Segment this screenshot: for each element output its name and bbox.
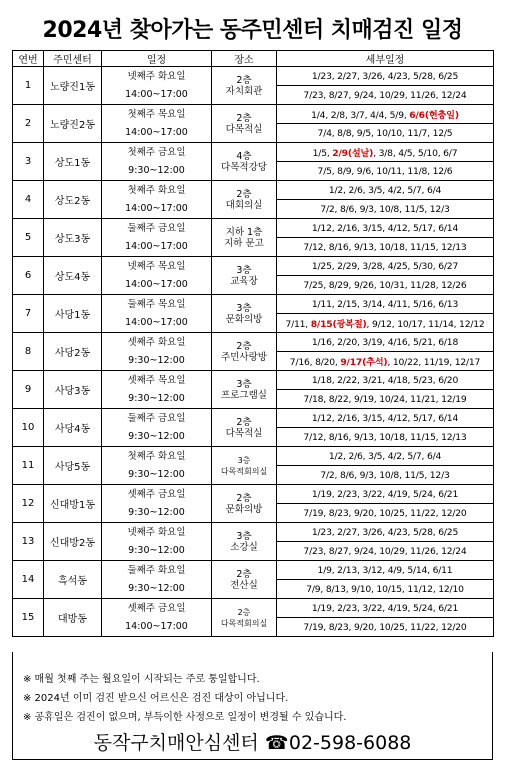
date-text: 1/5, xyxy=(312,148,333,159)
center-name: 노량진1동 xyxy=(44,67,102,105)
date-text: 7/23, 8/27, 9/24, 10/29, 11/26, 12/24 xyxy=(303,545,467,557)
dates-second-half xyxy=(277,86,494,105)
dates-second-half xyxy=(277,390,494,409)
row-number: 14 xyxy=(13,561,44,599)
date-text: 1/11, 2/15, 3/14, 4/11, 5/16, 6/13 xyxy=(311,298,459,310)
center-name: 흑석동 xyxy=(44,561,102,599)
date-text: 1/12, 2/16, 3/15, 4/12, 5/17, 6/14 xyxy=(311,222,459,234)
holiday-date: 9/17(추석) xyxy=(340,357,388,368)
center-name: 상도4동 xyxy=(44,257,102,295)
schedule-cell xyxy=(102,105,212,143)
footer-phone: 02-598-6088 xyxy=(288,732,412,754)
dates-first-half xyxy=(277,447,494,466)
dates-second-half xyxy=(277,466,494,485)
table-row xyxy=(13,257,494,276)
date-text: 1/18, 2/22, 3/21, 4/18, 5/23, 6/20 xyxy=(311,374,459,386)
dates-second-half xyxy=(277,238,494,257)
dates-first-half xyxy=(277,485,494,504)
schedule-day: 둘째주 화요일 xyxy=(127,564,186,576)
schedule-cell xyxy=(102,257,212,295)
schedule-cell xyxy=(102,143,212,181)
date-text: 7/23, 8/27, 9/24, 10/29, 11/26, 12/24 xyxy=(303,89,467,101)
schedule-day: 셋째주 금요일 xyxy=(127,602,186,614)
place-floor: 2층 xyxy=(236,492,252,504)
schedule-day: 둘째주 목요일 xyxy=(127,298,186,310)
place-cell xyxy=(212,257,277,295)
table-row xyxy=(13,105,494,124)
center-name: 사당1동 xyxy=(44,295,102,333)
row-number: 7 xyxy=(13,295,44,333)
dates-second-half xyxy=(277,314,494,333)
schedule-time: 9:30~12:00 xyxy=(128,506,185,518)
schedule-time: 9:30~12:00 xyxy=(128,164,185,176)
center-name: 신대방2동 xyxy=(44,523,102,561)
place-floor: 2층 xyxy=(236,112,252,124)
place-floor: 2층 xyxy=(236,568,252,580)
date-text: 7/12, 8/16, 9/13, 10/18, 11/15, 12/13 xyxy=(303,241,467,253)
place-room: 주민사랑방 xyxy=(221,351,267,363)
table-row xyxy=(13,67,494,86)
holiday-date: 6/6(현충일) xyxy=(409,110,459,121)
schedule-cell xyxy=(102,561,212,599)
dates-first-half xyxy=(277,409,494,428)
row-number: 4 xyxy=(13,181,44,219)
place-room: 다목적실 xyxy=(225,427,263,439)
date-text: 7/5, 8/9, 9/6, 10/11, 11/8, 12/6 xyxy=(317,165,453,177)
center-name: 대방동 xyxy=(44,599,102,637)
place-room: 대회의실 xyxy=(225,199,263,211)
date-text: 1/25, 2/29, 3/28, 4/25, 5/30, 6/27 xyxy=(311,260,459,272)
row-number: 12 xyxy=(13,485,44,523)
dates-first-half xyxy=(277,257,494,276)
schedule-day: 첫째주 화요일 xyxy=(127,450,186,462)
schedule-cell xyxy=(102,371,212,409)
place-cell xyxy=(212,295,277,333)
date-text: 1/12, 2/16, 3/15, 4/12, 5/17, 6/14 xyxy=(311,412,459,424)
place-room: 문화의방 xyxy=(225,503,263,515)
schedule-time: 14:00~17:00 xyxy=(125,316,188,328)
dates-first-half xyxy=(277,333,494,352)
table-row xyxy=(13,295,494,314)
header-num: 연번 xyxy=(13,51,44,67)
table-row xyxy=(13,447,494,466)
table-row xyxy=(13,561,494,580)
center-name: 노량진2동 xyxy=(44,105,102,143)
schedule-cell xyxy=(102,409,212,447)
date-text: 7/19, 8/23, 9/20, 10/25, 11/22, 12/20 xyxy=(303,621,467,633)
table-header-row xyxy=(13,51,494,67)
schedule-cell xyxy=(102,181,212,219)
dates-second-half xyxy=(277,542,494,561)
schedule-cell xyxy=(102,447,212,485)
schedule-day: 둘째주 금요일 xyxy=(127,222,186,234)
date-text: , 9/12, 10/17, 11/14, 12/12 xyxy=(366,319,485,330)
table-row xyxy=(13,485,494,504)
table-body xyxy=(13,67,494,637)
row-number: 3 xyxy=(13,143,44,181)
header-schedule: 일정 xyxy=(102,51,212,67)
schedule-cell xyxy=(102,295,212,333)
dates-first-half xyxy=(277,599,494,618)
place-room: 지하 문고 xyxy=(224,237,264,249)
date-text: 7/12, 8/16, 9/13, 10/18, 11/15, 12/13 xyxy=(303,431,467,443)
center-name: 사당4동 xyxy=(44,409,102,447)
dates-first-half xyxy=(277,143,494,162)
schedule-time: 14:00~17:00 xyxy=(125,240,188,252)
place-floor: 2층 xyxy=(236,416,252,428)
place-room: 다목적회의실 xyxy=(220,466,268,476)
date-text: 7/9, 8/13, 9/10, 10/15, 11/12, 12/10 xyxy=(306,583,464,595)
header-details: 세부일정 xyxy=(277,51,494,67)
row-number: 9 xyxy=(13,371,44,409)
place-floor: 3층 xyxy=(236,378,252,390)
place-room: 교육장 xyxy=(230,275,258,287)
schedule-cell xyxy=(102,523,212,561)
schedule-day: 셋째주 금요일 xyxy=(127,488,186,500)
schedule-day: 첫째주 화요일 xyxy=(127,184,186,196)
dates-first-half xyxy=(277,181,494,200)
schedule-time: 9:30~12:00 xyxy=(128,430,185,442)
table-row xyxy=(13,371,494,390)
place-cell xyxy=(212,67,277,105)
schedule-time: 14:00~17:00 xyxy=(125,202,188,214)
row-number: 11 xyxy=(13,447,44,485)
place-floor: 3층 xyxy=(236,530,252,542)
note-2: ※ 2024년 이미 검진 받으신 어르신은 검진 대상이 아닙니다. xyxy=(23,693,289,704)
date-text: 1/2, 2/6, 3/5, 4/2, 5/7, 6/4 xyxy=(328,450,442,462)
place-cell xyxy=(212,371,277,409)
dates-second-half xyxy=(277,428,494,447)
date-text: 1/2, 2/6, 3/5, 4/2, 5/7, 6/4 xyxy=(328,184,442,196)
place-room: 다목적회의실 xyxy=(220,618,268,628)
schedule-cell xyxy=(102,599,212,637)
center-name: 상도3동 xyxy=(44,219,102,257)
schedule-time: 9:30~12:00 xyxy=(128,354,185,366)
schedule-time: 14:00~17:00 xyxy=(125,620,188,632)
dates-second-half xyxy=(277,352,494,371)
date-text: 1/16, 2/20, 3/19, 4/16, 5/21, 6/18 xyxy=(311,336,459,348)
center-name: 사당3동 xyxy=(44,371,102,409)
schedule-day: 넷째주 화요일 xyxy=(127,70,186,82)
schedule-day: 셋째주 화요일 xyxy=(127,336,186,348)
place-floor: 2층 xyxy=(236,188,252,200)
place-cell xyxy=(212,105,277,143)
dates-second-half xyxy=(277,124,494,143)
place-cell xyxy=(212,523,277,561)
dates-first-half xyxy=(277,371,494,390)
place-cell xyxy=(212,561,277,599)
row-number: 15 xyxy=(13,599,44,637)
place-floor: 4층 xyxy=(236,150,252,162)
place-room: 자치회관 xyxy=(225,85,263,97)
date-text: , 3/8, 4/5, 5/10, 6/7 xyxy=(373,148,458,159)
dates-first-half xyxy=(277,219,494,238)
schedule-cell xyxy=(102,485,212,523)
dates-second-half xyxy=(277,504,494,523)
footer-contact xyxy=(0,728,505,755)
date-text: 1/23, 2/27, 3/26, 4/23, 5/28, 6/25 xyxy=(311,526,459,538)
dates-second-half xyxy=(277,618,494,637)
date-text: 7/2, 8/6, 9/3, 10/8, 11/5, 12/3 xyxy=(320,469,450,481)
row-number: 2 xyxy=(13,105,44,143)
dates-second-half xyxy=(277,276,494,295)
place-cell xyxy=(212,143,277,181)
center-name: 신대방1동 xyxy=(44,485,102,523)
row-number: 6 xyxy=(13,257,44,295)
place-room: 다목적강당 xyxy=(221,161,267,173)
dates-second-half xyxy=(277,580,494,599)
date-text: 1/19, 2/23, 3/22, 4/19, 5/24, 6/21 xyxy=(311,488,459,500)
schedule-day: 넷째주 목요일 xyxy=(127,260,186,272)
schedule-table xyxy=(12,50,494,637)
row-number: 8 xyxy=(13,333,44,371)
dates-first-half xyxy=(277,67,494,86)
schedule-day: 셋째주 목요일 xyxy=(127,374,186,386)
date-text: , 10/22, 11/19, 12/17 xyxy=(387,357,481,368)
note-1: ※ 매월 첫째 주는 월요일이 시작되는 주로 통일합니다. xyxy=(23,674,260,685)
dates-second-half xyxy=(277,200,494,219)
date-text: 1/19, 2/23, 3/22, 4/19, 5/24, 6/21 xyxy=(311,602,459,614)
date-text: 7/4, 8/8, 9/5, 10/10, 11/7, 12/5 xyxy=(317,127,453,139)
schedule-time: 14:00~17:00 xyxy=(125,88,188,100)
row-number: 5 xyxy=(13,219,44,257)
footer-org: 동작구치매안심센터 xyxy=(93,732,259,754)
place-room: 문화의방 xyxy=(225,313,263,325)
table-row xyxy=(13,409,494,428)
place-cell xyxy=(212,219,277,257)
table-row xyxy=(13,181,494,200)
place-room: 다목적실 xyxy=(225,123,263,135)
place-cell xyxy=(212,409,277,447)
center-name: 사당5동 xyxy=(44,447,102,485)
place-room: 프로그램실 xyxy=(221,389,267,401)
note-3: ※ 공휴일은 검진이 없으며, 부득이한 사정으로 일정이 변경될 수 있습니다. xyxy=(23,712,347,723)
dates-first-half xyxy=(277,295,494,314)
place-floor: 3층 xyxy=(236,302,252,314)
place-room: 소강실 xyxy=(230,541,258,553)
dates-first-half xyxy=(277,105,494,124)
place-floor: 3층 xyxy=(236,264,252,276)
place-room: 전산실 xyxy=(230,579,258,591)
row-number: 10 xyxy=(13,409,44,447)
schedule-cell xyxy=(102,219,212,257)
dates-first-half xyxy=(277,561,494,580)
schedule-cell xyxy=(102,67,212,105)
schedule-time: 9:30~12:00 xyxy=(128,544,185,556)
schedule-time: 9:30~12:00 xyxy=(128,468,185,480)
date-text: 7/2, 8/6, 9/3, 10/8, 11/5, 12/3 xyxy=(320,203,450,215)
header-place: 장소 xyxy=(212,51,277,67)
center-name: 상도1동 xyxy=(44,143,102,181)
dates-first-half xyxy=(277,523,494,542)
place-floor: 2층 xyxy=(237,607,251,617)
place-floor: 2층 xyxy=(236,74,252,86)
place-floor: 지하 1층 xyxy=(225,226,263,238)
date-text: 1/4, 2/8, 3/7, 4/4, 5/9, xyxy=(311,110,410,121)
schedule-time: 14:00~17:00 xyxy=(125,126,188,138)
date-text: 7/19, 8/23, 9/20, 10/25, 11/22, 12/20 xyxy=(303,507,467,519)
place-cell xyxy=(212,447,277,485)
date-text: 7/11, xyxy=(285,319,311,330)
date-text: 1/9, 2/13, 3/12, 4/9, 5/14, 6/11 xyxy=(317,564,453,576)
schedule-time: 9:30~12:00 xyxy=(128,392,185,404)
schedule-cell xyxy=(102,333,212,371)
dates-second-half xyxy=(277,162,494,181)
place-floor: 3층 xyxy=(237,455,251,465)
schedule-time: 9:30~12:00 xyxy=(128,582,185,594)
date-text: 7/16, 8/20, xyxy=(289,357,341,368)
row-number: 13 xyxy=(13,523,44,561)
telephone-icon: ☎ xyxy=(264,732,289,754)
table-row xyxy=(13,219,494,238)
place-cell xyxy=(212,333,277,371)
schedule-day: 첫째주 금요일 xyxy=(127,146,186,158)
table-row xyxy=(13,143,494,162)
header-center: 주민센터 xyxy=(44,51,102,67)
schedule-day: 둘째주 금요일 xyxy=(127,412,186,424)
center-name: 상도2동 xyxy=(44,181,102,219)
date-text: 7/18, 8/22, 9/19, 10/24, 11/21, 12/19 xyxy=(303,393,467,405)
center-name: 사당2동 xyxy=(44,333,102,371)
date-text: 1/23, 2/27, 3/26, 4/23, 5/28, 6/25 xyxy=(311,70,459,82)
place-cell xyxy=(212,181,277,219)
table-row xyxy=(13,523,494,542)
page-title: 2024년 찾아가는 동주민센터 치매검진 일정 xyxy=(42,18,463,43)
holiday-date: 2/9(설날) xyxy=(332,148,374,159)
schedule-time: 14:00~17:00 xyxy=(125,278,188,290)
schedule-day: 넷째주 화요일 xyxy=(127,526,186,538)
date-text: 7/25, 8/29, 9/26, 10/31, 11/28, 12/26 xyxy=(303,279,467,291)
holiday-date: 8/15(광복절) xyxy=(310,319,367,330)
place-floor: 2층 xyxy=(236,340,252,352)
table-row xyxy=(13,599,494,618)
place-cell xyxy=(212,599,277,637)
table-row xyxy=(13,333,494,352)
place-cell xyxy=(212,485,277,523)
row-number: 1 xyxy=(13,67,44,105)
schedule-day: 첫째주 목요일 xyxy=(127,108,186,120)
